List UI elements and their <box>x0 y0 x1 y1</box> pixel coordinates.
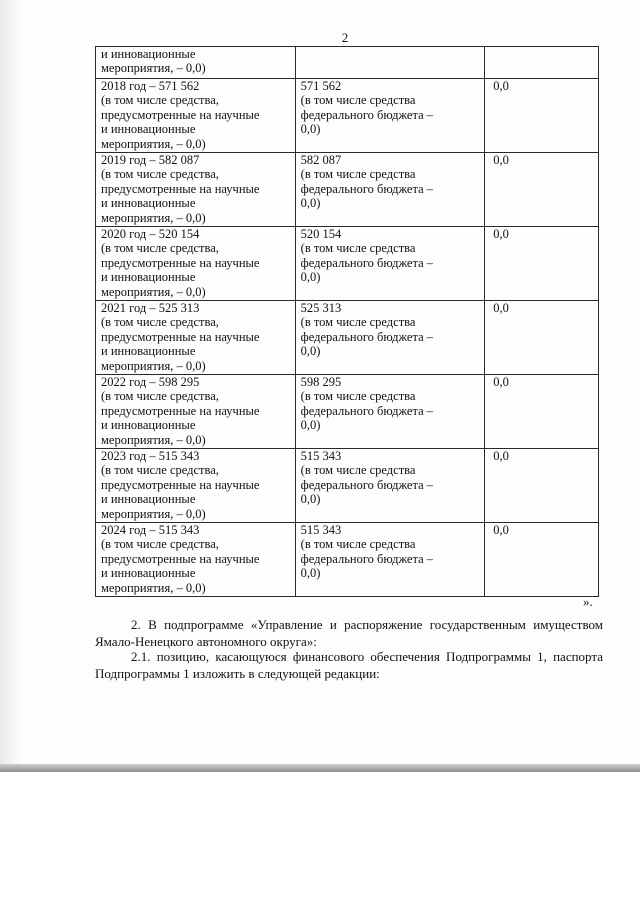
cell-total-funding <box>96 47 296 79</box>
table-row <box>96 301 599 375</box>
cell-line: мероприятия, – 0,0) <box>101 210 206 225</box>
cell-line: (в том числе средства, <box>101 93 219 108</box>
cell-value: 0,0 <box>493 375 509 389</box>
table-row <box>96 375 599 449</box>
cell-federal-funding <box>295 47 485 79</box>
cell-line: и инновационные <box>101 566 196 581</box>
cell-line: 0,0) <box>300 418 321 433</box>
cell-line: (в том числе средства <box>300 93 416 108</box>
cell-line: 571 562 <box>300 79 342 93</box>
cell-line: 2019 год – 582 087 <box>101 153 200 167</box>
cell-total-funding <box>96 449 296 523</box>
cell-federal-funding <box>295 449 485 523</box>
cell-total-funding <box>96 79 296 153</box>
cell-line: федерального бюджета – <box>300 181 434 196</box>
funding-table <box>95 46 599 597</box>
cell-line: федерального бюджета – <box>300 403 434 418</box>
cell-line: (в том числе средства <box>300 537 416 552</box>
cell-total-funding <box>96 301 296 375</box>
cell-value: 0,0 <box>493 79 509 93</box>
cell-line: и инновационные <box>101 196 196 211</box>
paragraph-subprogram-2: 2. В подпрограмме «Управление и распоряжение государственным имуществом Ямало-Ненецкого автономного округа»: <box>95 617 603 649</box>
cell-federal-funding <box>295 375 485 449</box>
cell-line: предусмотренные на научные <box>101 107 260 122</box>
cell-line: федерального бюджета – <box>300 551 434 566</box>
cell-total-funding <box>96 153 296 227</box>
cell-line: 2021 год – 525 313 <box>101 301 200 315</box>
cell-line: предусмотренные на научные <box>101 477 260 492</box>
funding-table-body <box>96 47 599 597</box>
cell-federal-funding <box>295 227 485 301</box>
cell-line: и инновационные <box>101 344 196 359</box>
cell-line: и инновационные <box>101 270 196 285</box>
cell-total-funding <box>96 523 296 597</box>
cell-line: предусмотренные на научные <box>101 329 260 344</box>
cell-line: 2024 год – 515 343 <box>101 523 200 537</box>
cell-value: 0,0 <box>493 301 509 315</box>
cell-federal-funding <box>295 153 485 227</box>
cell-line: и инновационные <box>101 492 196 507</box>
cell-line: федерального бюджета – <box>300 329 434 344</box>
cell-line: (в том числе средства <box>300 389 416 404</box>
cell-value: 0,0 <box>493 227 509 241</box>
cell-line: 2023 год – 515 343 <box>101 449 200 463</box>
cell-line: мероприятия, – 0,0) <box>101 506 206 521</box>
cell-other-funding <box>485 301 599 375</box>
cell-line: и инновационные <box>101 418 196 433</box>
cell-line: федерального бюджета – <box>300 477 434 492</box>
cell-other-funding <box>485 227 599 301</box>
scan-shadow <box>0 0 22 770</box>
cell-line: 0,0) <box>300 122 321 137</box>
cell-line: 0,0) <box>300 344 321 359</box>
cell-value: 0,0 <box>493 153 509 167</box>
closing-quote-mark: ». <box>583 594 593 609</box>
cell-line: 0,0) <box>300 566 321 581</box>
cell-federal-funding <box>295 523 485 597</box>
cell-line: предусмотренные на научные <box>101 255 260 270</box>
cell-line: (в том числе средства, <box>101 463 219 478</box>
cell-federal-funding <box>295 79 485 153</box>
cell-line: 515 343 <box>300 523 342 537</box>
paragraph-2-1: 2.1. позицию, касающуюся финансового обеспечения Подпрограммы 1, паспорта Подпрограммы 1 изложить в следующей редакции: <box>95 649 603 681</box>
cell-line: 582 087 <box>300 153 342 167</box>
cell-line: (в том числе средства, <box>101 389 219 404</box>
cell-total-funding <box>96 227 296 301</box>
cell-line: (в том числе средства <box>300 167 416 182</box>
cell-total-funding <box>96 375 296 449</box>
cell-line: мероприятия, – 0,0) <box>101 284 206 299</box>
table-row <box>96 47 599 79</box>
scan-page-edge <box>0 764 640 772</box>
cell-line: 2018 год – 571 562 <box>101 79 200 93</box>
cell-line: мероприятия, – 0,0) <box>101 432 206 447</box>
cell-line: 520 154 <box>300 227 342 241</box>
page-number: 2 <box>341 30 349 45</box>
cell-line: и инновационные <box>101 47 196 61</box>
table-row <box>96 153 599 227</box>
cell-line: предусмотренные на научные <box>101 403 260 418</box>
cell-line: 0,0) <box>300 270 321 285</box>
table-row <box>96 79 599 153</box>
cell-line: 0,0) <box>300 492 321 507</box>
cell-line: (в том числе средства, <box>101 315 219 330</box>
cell-line: (в том числе средства <box>300 241 416 256</box>
cell-other-funding <box>485 449 599 523</box>
cell-line: (в том числе средства <box>300 315 416 330</box>
cell-line: федерального бюджета – <box>300 107 434 122</box>
table-row <box>96 449 599 523</box>
cell-line: (в том числе средства, <box>101 167 219 182</box>
table-row <box>96 227 599 301</box>
cell-line: и инновационные <box>101 122 196 137</box>
cell-line: предусмотренные на научные <box>101 551 260 566</box>
cell-line: 2022 год – 598 295 <box>101 375 200 389</box>
cell-line: (в том числе средства, <box>101 537 219 552</box>
cell-line: 2020 год – 520 154 <box>101 227 200 241</box>
cell-line: (в том числе средства <box>300 463 416 478</box>
cell-line: мероприятия, – 0,0) <box>101 136 206 151</box>
cell-other-funding <box>485 79 599 153</box>
cell-line: предусмотренные на научные <box>101 181 260 196</box>
cell-other-funding <box>485 523 599 597</box>
cell-line: мероприятия, – 0,0) <box>101 580 206 595</box>
cell-line: мероприятия, – 0,0) <box>101 358 206 373</box>
cell-federal-funding <box>295 301 485 375</box>
cell-other-funding <box>485 375 599 449</box>
cell-line: федерального бюджета – <box>300 255 434 270</box>
cell-line: 0,0) <box>300 196 321 211</box>
cell-other-funding <box>485 153 599 227</box>
table-row <box>96 523 599 597</box>
cell-line: мероприятия, – 0,0) <box>101 61 206 76</box>
cell-line: 515 343 <box>300 449 342 463</box>
cell-other-funding <box>485 47 599 79</box>
cell-value: 0,0 <box>493 523 509 537</box>
cell-line: (в том числе средства, <box>101 241 219 256</box>
cell-value: 0,0 <box>493 449 509 463</box>
cell-line: 525 313 <box>300 301 342 315</box>
cell-line: 598 295 <box>300 375 342 389</box>
